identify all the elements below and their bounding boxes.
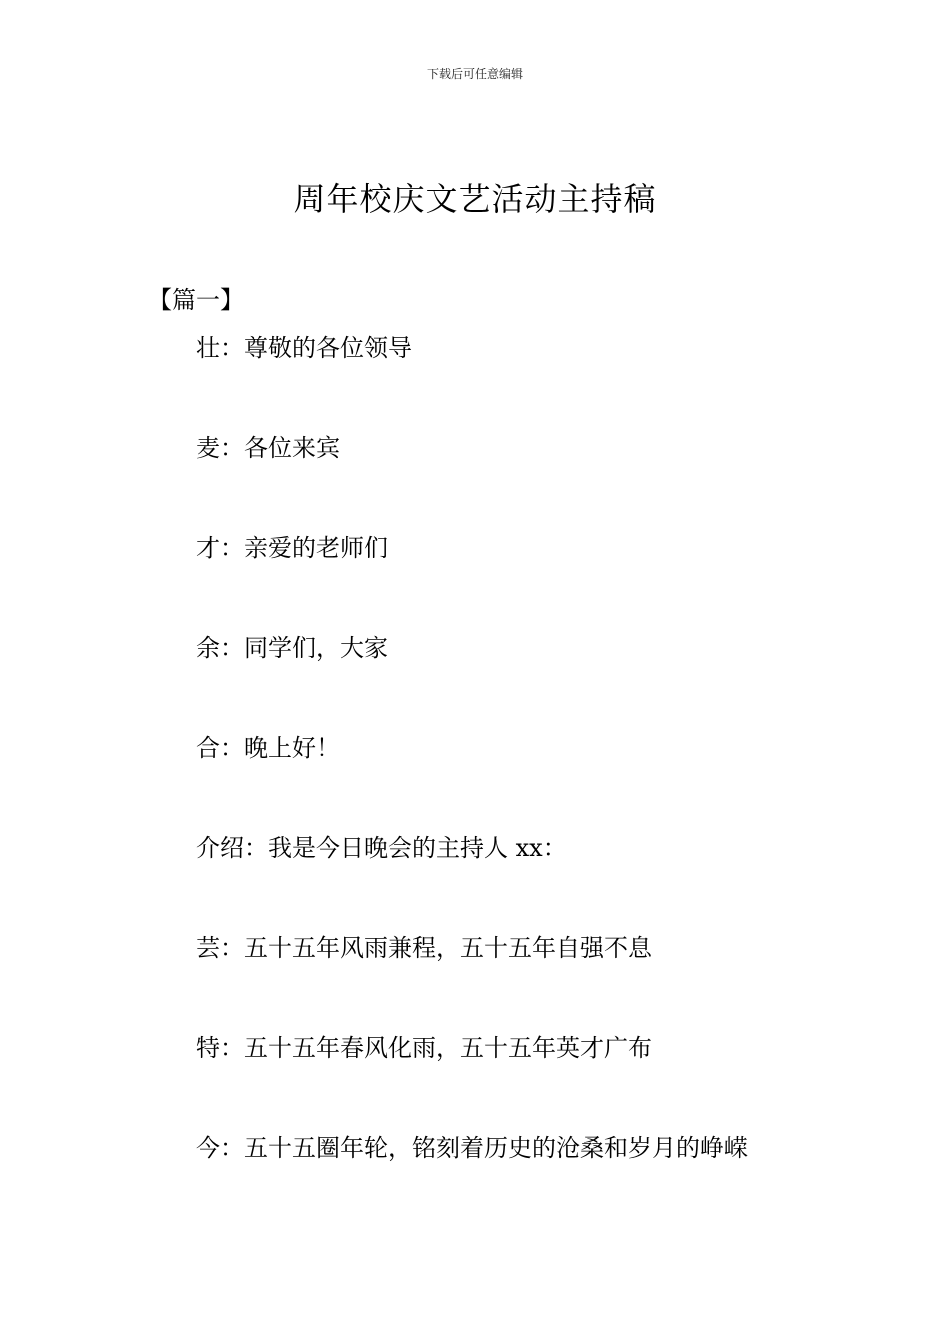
script-line: 合：晚上好！: [196, 734, 340, 762]
script-line: 芸：五十五年风雨兼程，五十五年自强不息: [196, 934, 652, 962]
script-line: 麦：各位来宾: [196, 434, 340, 462]
section-label: 【篇一】: [148, 286, 244, 314]
script-line: 特：五十五年春风化雨，五十五年英才广布: [196, 1034, 652, 1062]
script-line: 才：亲爱的老师们: [196, 534, 388, 562]
script-line: 今：五十五圈年轮，铭刻着历史的沧桑和岁月的峥嵘: [196, 1134, 748, 1162]
page-header-note: 下载后可任意编辑: [426, 67, 523, 81]
script-line: 壮：尊敬的各位领导: [196, 334, 412, 362]
script-line: 介绍：我是今日晚会的主持人 xx：: [196, 834, 567, 862]
document-title: 周年校庆文艺活动主持稿: [293, 180, 657, 218]
script-line: 余：同学们，大家: [196, 634, 388, 662]
script-lines: [196, 332, 876, 1232]
